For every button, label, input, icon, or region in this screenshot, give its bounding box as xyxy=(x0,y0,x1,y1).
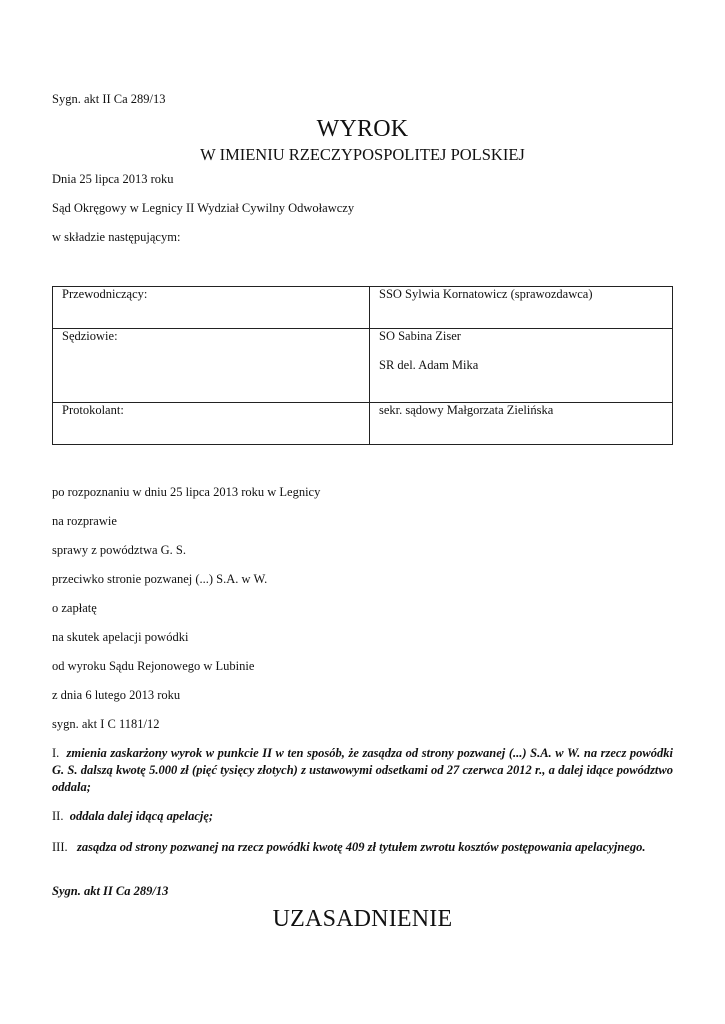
proceedings-line: sprawy z powództwa G. S. xyxy=(52,543,187,557)
proceedings-line: po rozpoznaniu w dniu 25 lipca 2013 roku w Legnicy xyxy=(52,485,321,499)
presiding-value xyxy=(370,287,673,329)
justification-heading: UZASADNIENIE xyxy=(272,906,453,932)
table-row xyxy=(53,329,673,403)
clerk-name: sekr. sądowy Małgorzata Zielińska xyxy=(379,403,554,417)
clerk-value xyxy=(370,403,673,445)
court-line: Sąd Okręgowy w Legnicy II Wydział Cywilny Odwoławczy xyxy=(52,201,355,215)
court-panel-table xyxy=(52,286,673,445)
judgment-title: WYROK xyxy=(316,116,409,142)
proceedings-line: od wyroku Sądu Rejonowego w Lubinie xyxy=(52,659,255,673)
ruling-point-1 xyxy=(52,745,673,796)
ruling-number: I. xyxy=(52,746,60,760)
proceedings-line: o zapłatę xyxy=(52,601,97,615)
ruling-text: oddala dalej idącą apelację; xyxy=(69,809,214,823)
table-row xyxy=(53,287,673,329)
ruling-point-2 xyxy=(52,808,673,825)
judgment-subtitle: W IMIENIU RZECZYPOSPOLITEJ POLSKIEJ xyxy=(200,145,525,164)
case-reference: Sygn. akt II Ca 289/13 xyxy=(52,92,166,106)
date-line: Dnia 25 lipca 2013 roku xyxy=(52,172,174,186)
proceedings-line: na rozprawie xyxy=(52,514,117,528)
presiding-judge: SSO Sylwia Kornatowicz (sprawozdawca) xyxy=(379,287,593,301)
ruling-point-3 xyxy=(52,839,673,856)
ruling-text: zmienia zaskarżony wyrok w punkcie II w ten sposób, że zasądza od strony pozwanej (...) S.A. w W. na rzecz powódki G. S. dalszą kwotę 5.000 zł (pięć tysięcy złotych) z ustawowymi odsetkami od 27 czerwca 2012 r., a dalej idące powództwo oddala; xyxy=(52,746,673,794)
proceedings-line: z dnia 6 lutego 2013 roku xyxy=(52,688,181,702)
ruling-number: III. xyxy=(52,840,68,854)
ruling-text: zasądza od strony pozwanej na rzecz powódki kwotę 409 zł tytułem zwrotu kosztów postępowania apelacyjnego. xyxy=(77,840,646,854)
clerk-label: Protokolant: xyxy=(53,403,370,445)
judge-2: SR del. Adam Mika xyxy=(379,358,479,372)
composition-line: w składzie następującym: xyxy=(52,230,181,244)
ruling-number: II. xyxy=(52,809,64,823)
presiding-label: Przewodniczący: xyxy=(53,287,370,329)
judges-value xyxy=(370,329,673,403)
proceedings-line: na skutek apelacji powódki xyxy=(52,630,189,644)
table-row xyxy=(53,403,673,445)
proceedings-line: sygn. akt I C 1181/12 xyxy=(52,717,160,731)
judge-1: SO Sabina Ziser xyxy=(379,329,461,343)
proceedings-line: przeciwko stronie pozwanej (...) S.A. w W. xyxy=(52,572,268,586)
judges-label: Sędziowie: xyxy=(53,329,370,403)
footer-case-reference: Sygn. akt II Ca 289/13 xyxy=(52,884,169,898)
